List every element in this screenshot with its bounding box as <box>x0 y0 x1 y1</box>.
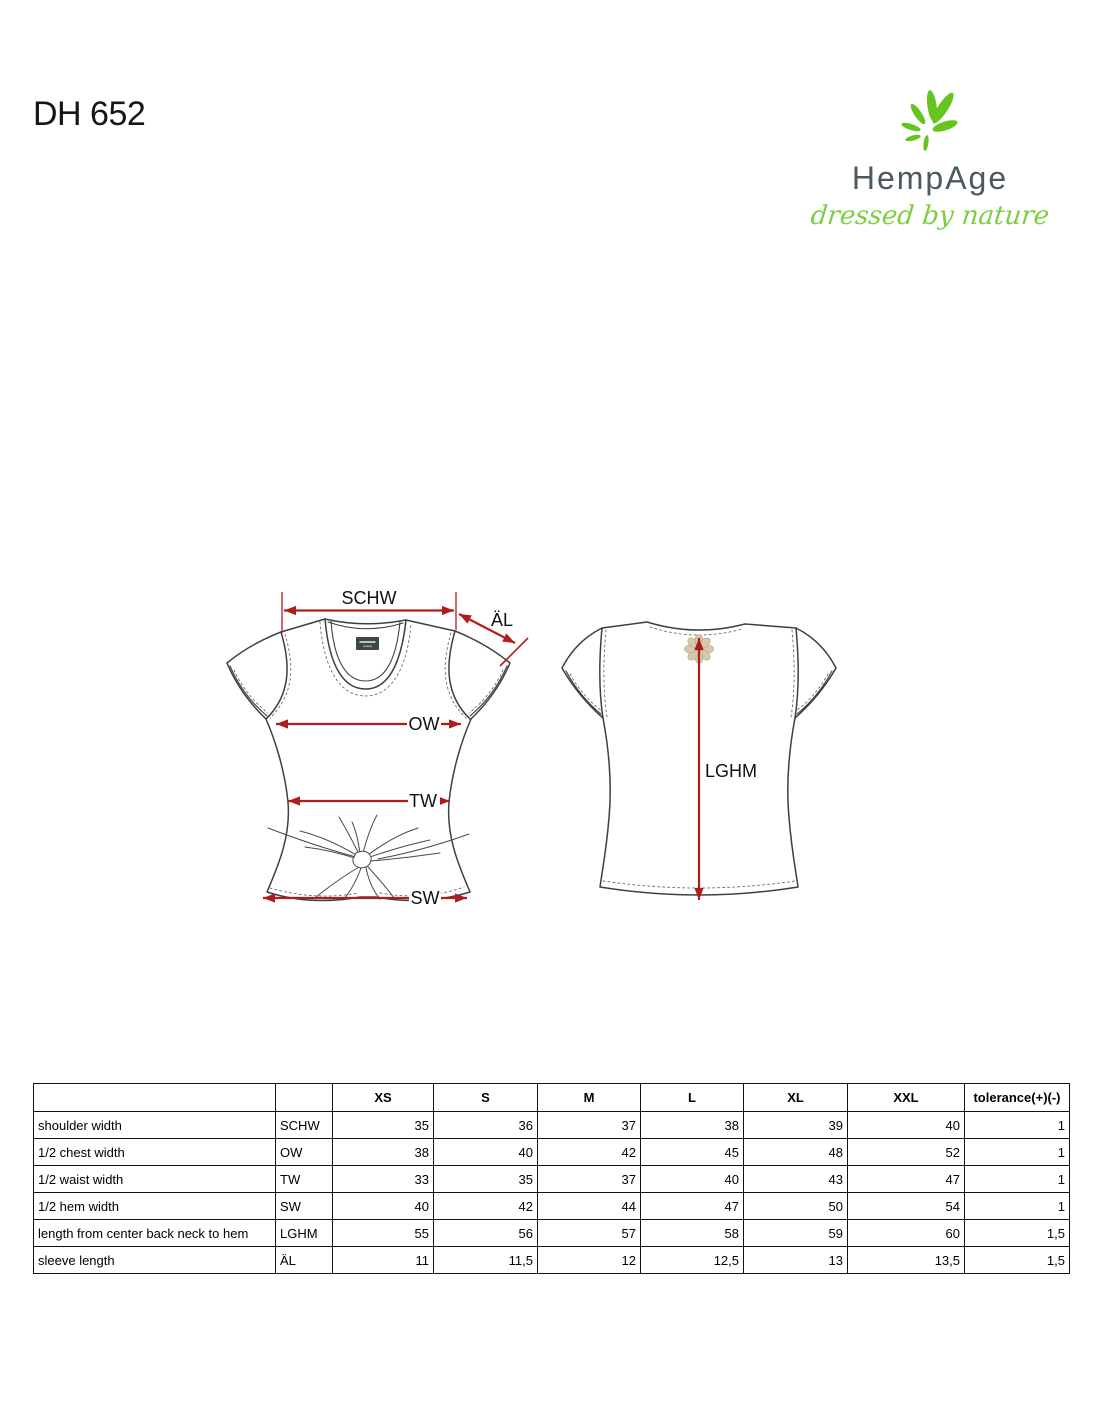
size-value-cell: 36 <box>434 1112 538 1139</box>
size-value-cell: 12,5 <box>641 1247 744 1274</box>
back-length-label: LGHM <box>705 761 758 781</box>
measure-code-cell: SW <box>276 1193 333 1220</box>
size-value-cell: 54 <box>848 1193 965 1220</box>
size-value-cell: 35 <box>434 1166 538 1193</box>
size-value-cell: 40 <box>333 1193 434 1220</box>
brand-tagline: dressed by nature <box>809 201 1051 231</box>
size-value-cell: 55 <box>333 1220 434 1247</box>
size-value-cell: 60 <box>848 1220 965 1247</box>
size-value-cell: 59 <box>744 1220 848 1247</box>
table-row-back-length <box>34 1220 1070 1247</box>
header-code <box>276 1084 333 1112</box>
size-value-cell: 43 <box>744 1166 848 1193</box>
measure-label-cell: shoulder width <box>34 1112 276 1139</box>
tolerance-cell: 1,5 <box>965 1220 1070 1247</box>
size-value-cell: 45 <box>641 1139 744 1166</box>
measure-code-cell: OW <box>276 1139 333 1166</box>
size-value-cell: 35 <box>333 1112 434 1139</box>
tolerance-cell: 1 <box>965 1166 1070 1193</box>
header-tolerance: tolerance(+)(-) <box>965 1084 1070 1112</box>
size-value-cell: 50 <box>744 1193 848 1220</box>
size-value-cell: 56 <box>434 1220 538 1247</box>
neck-label <box>356 637 379 650</box>
tolerance-cell: 1 <box>965 1139 1070 1166</box>
product-code-title: DH 652 <box>33 95 146 133</box>
size-value-cell: 37 <box>538 1112 641 1139</box>
size-value-cell: 38 <box>641 1112 744 1139</box>
size-value-cell: 47 <box>641 1193 744 1220</box>
header-size-l: L <box>641 1084 744 1112</box>
size-value-cell: 58 <box>641 1220 744 1247</box>
header-size-xs: XS <box>333 1084 434 1112</box>
size-value-cell: 13,5 <box>848 1247 965 1274</box>
header-size-xxl: XXL <box>848 1084 965 1112</box>
measure-code-cell: SCHW <box>276 1112 333 1139</box>
size-table <box>33 1083 1070 1274</box>
size-value-cell: 52 <box>848 1139 965 1166</box>
measure-code-cell: ÄL <box>276 1247 333 1274</box>
table-row-sleeve-length <box>34 1247 1070 1274</box>
sleeve-length-label: ÄL <box>490 610 514 630</box>
size-value-cell: 42 <box>434 1193 538 1220</box>
measure-label-cell: 1/2 hem width <box>34 1193 276 1220</box>
size-value-cell: 33 <box>333 1166 434 1193</box>
size-value-cell: 38 <box>333 1139 434 1166</box>
tolerance-cell: 1 <box>965 1193 1070 1220</box>
table-row-waist-width <box>34 1166 1070 1193</box>
hem-width-label: SW <box>410 888 440 908</box>
size-value-cell: 37 <box>538 1166 641 1193</box>
measure-label-cell: 1/2 chest width <box>34 1139 276 1166</box>
size-value-cell: 11 <box>333 1247 434 1274</box>
size-value-cell: 40 <box>641 1166 744 1193</box>
measure-code-cell: LGHM <box>276 1220 333 1247</box>
table-row-hem-width <box>34 1193 1070 1220</box>
size-value-cell: 44 <box>538 1193 641 1220</box>
size-value-cell: 57 <box>538 1220 641 1247</box>
brand-logo <box>805 84 1055 231</box>
header-size-s: S <box>434 1084 538 1112</box>
size-value-cell: 12 <box>538 1247 641 1274</box>
size-value-cell: 42 <box>538 1139 641 1166</box>
size-value-cell: 39 <box>744 1112 848 1139</box>
technical-drawings <box>210 570 890 945</box>
table-row-shoulder-width <box>34 1112 1070 1139</box>
front-view-drawing <box>227 619 510 901</box>
tolerance-cell: 1 <box>965 1112 1070 1139</box>
size-value-cell: 11,5 <box>434 1247 538 1274</box>
shoulder-width-label: SCHW <box>341 588 397 608</box>
measure-label-cell: 1/2 waist width <box>34 1166 276 1193</box>
table-header-row <box>34 1084 1070 1112</box>
header-size-xl: XL <box>744 1084 848 1112</box>
size-value-cell: 40 <box>434 1139 538 1166</box>
chest-width-label: OW <box>408 714 440 734</box>
size-value-cell: 48 <box>744 1139 848 1166</box>
table-row-chest-width <box>34 1139 1070 1166</box>
brand-name: HempAge <box>851 160 1009 196</box>
header-measure <box>34 1084 276 1112</box>
measure-label-cell: sleeve length <box>34 1247 276 1274</box>
measure-label-cell: length from center back neck to hem <box>34 1220 276 1247</box>
tolerance-cell: 1,5 <box>965 1247 1070 1274</box>
header-size-m: M <box>538 1084 641 1112</box>
waist-width-label: TW <box>409 791 437 811</box>
size-value-cell: 47 <box>848 1166 965 1193</box>
measure-code-cell: TW <box>276 1166 333 1193</box>
size-value-cell: 40 <box>848 1112 965 1139</box>
hemp-leaf-icon <box>899 84 961 152</box>
size-value-cell: 13 <box>744 1247 848 1274</box>
